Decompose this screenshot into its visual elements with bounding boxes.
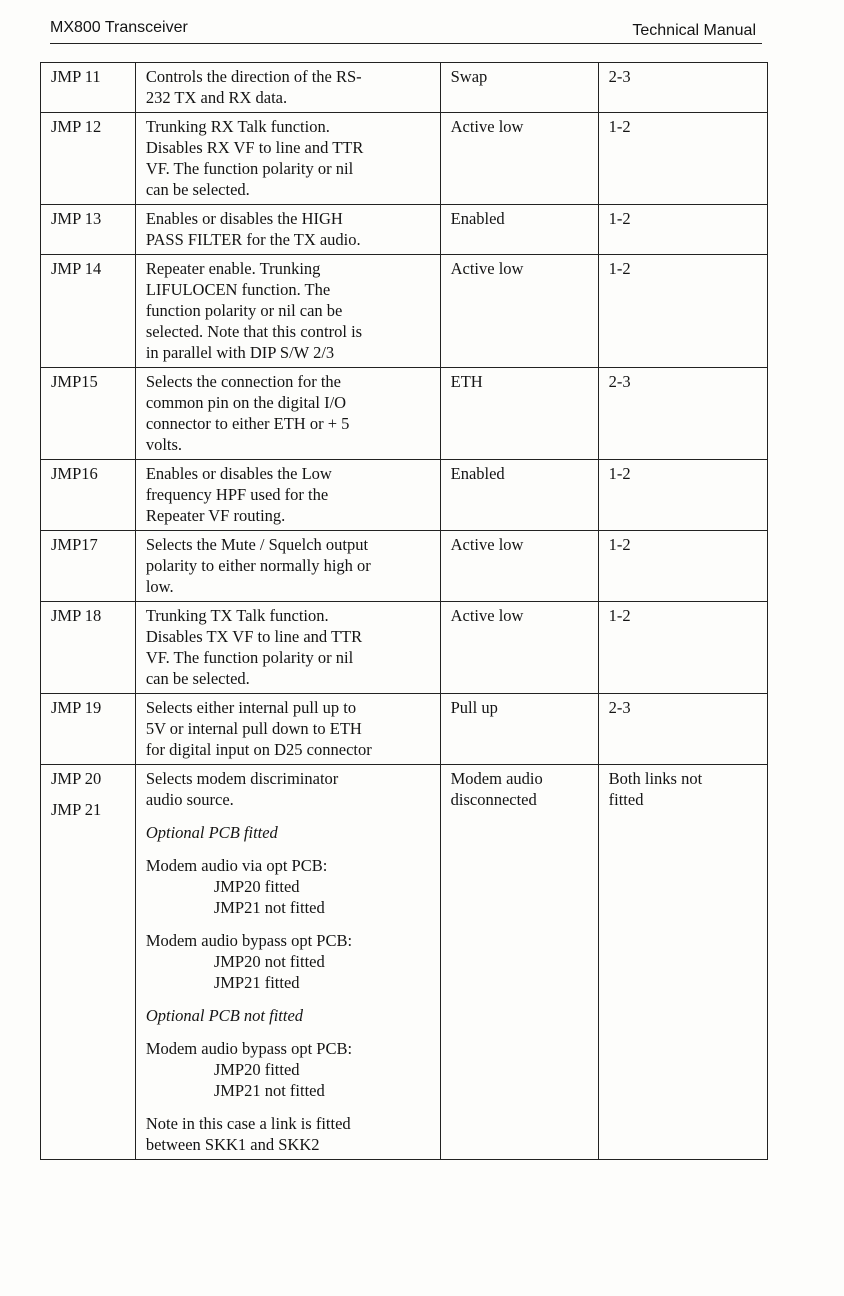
default-function-value: Active low — [450, 117, 524, 136]
default-function-line: Modem audio — [450, 769, 543, 788]
description-line: Enables or disables the HIGH — [145, 209, 343, 228]
jumper-cell — [41, 368, 136, 460]
bypass2-line: JMP21 not fitted — [213, 1081, 325, 1100]
default-function-cell — [440, 602, 598, 694]
default-function-cell — [440, 531, 598, 602]
default-function-cell — [440, 205, 598, 255]
description-cell — [135, 205, 440, 255]
description-line: volts. — [145, 435, 183, 454]
description-line: 5V or internal pull down to ETH — [145, 719, 362, 738]
description-line: 232 TX and RX data. — [145, 88, 288, 107]
link-position-value: 1-2 — [608, 606, 631, 625]
jumper-cell — [41, 63, 136, 113]
description-cell — [135, 113, 440, 205]
position-cell — [598, 368, 767, 460]
position-cell — [598, 531, 767, 602]
jumper-cell — [41, 205, 136, 255]
jumper-label: JMP 21 — [51, 800, 102, 819]
optional-fitted-heading: Optional PCB fitted — [145, 823, 278, 842]
default-function-cell — [440, 255, 598, 368]
description-cell — [135, 765, 440, 1160]
jumper-label: JMP 14 — [51, 259, 102, 278]
bypass2-label: Modem audio bypass opt PCB: — [145, 1039, 353, 1058]
description-cell — [135, 460, 440, 531]
description-line: selected. Note that this control is — [145, 322, 363, 341]
jumper-label: JMP17 — [51, 535, 98, 554]
table-row-jmp20-21 — [41, 765, 768, 1160]
position-cell — [598, 63, 767, 113]
description-line: VF. The function polarity or nil — [145, 648, 354, 667]
default-function-cell — [440, 63, 598, 113]
description-line: Repeater enable. Trunking — [145, 259, 321, 278]
via-line: JMP20 fitted — [213, 877, 300, 896]
default-function-cell — [440, 460, 598, 531]
position-line: fitted — [608, 790, 644, 809]
page-header — [50, 16, 762, 44]
jumper-label: JMP 11 — [51, 67, 101, 86]
table-row — [41, 113, 768, 205]
jumper-cell — [41, 113, 136, 205]
jumper-cell — [41, 460, 136, 531]
table-row — [41, 694, 768, 765]
via-line: JMP21 not fitted — [213, 898, 325, 917]
description-cell — [135, 255, 440, 368]
description-cell — [135, 694, 440, 765]
position-cell — [598, 113, 767, 205]
jumper-label: JMP16 — [51, 464, 98, 483]
link-position-value: 1-2 — [608, 535, 631, 554]
table-row — [41, 460, 768, 531]
table-row — [41, 531, 768, 602]
description-line: Enables or disables the Low — [145, 464, 332, 483]
bypass-line: JMP21 fitted — [213, 973, 300, 992]
default-function-value: Active low — [450, 259, 524, 278]
description-line: Disables TX VF to line and TTR — [145, 627, 363, 646]
position-cell — [598, 255, 767, 368]
description-cell — [135, 531, 440, 602]
description-line: Selects the connection for the — [145, 372, 341, 391]
default-function-value: Swap — [450, 67, 488, 86]
description-line: Selects either internal pull up to — [145, 698, 357, 717]
position-cell — [598, 460, 767, 531]
description-line: for digital input on D25 connector — [145, 740, 372, 759]
position-cell — [598, 205, 767, 255]
note-line: between SKK1 and SKK2 — [145, 1135, 320, 1154]
link-position-value: 1-2 — [608, 117, 631, 136]
description-cell — [135, 368, 440, 460]
description-line: Repeater VF routing. — [145, 506, 286, 525]
description-line: VF. The function polarity or nil — [145, 159, 354, 178]
default-function-cell — [440, 694, 598, 765]
link-position-value: 1-2 — [608, 259, 631, 278]
link-position-value: 2-3 — [608, 698, 631, 717]
default-function-value: Enabled — [450, 209, 505, 228]
description-line: Trunking RX Talk function. — [145, 117, 330, 136]
description-line: can be selected. — [145, 669, 250, 688]
description-line: polarity to either normally high or — [145, 556, 371, 575]
jumper-table — [40, 62, 768, 1160]
table-row — [41, 602, 768, 694]
jumper-label: JMP 13 — [51, 209, 102, 228]
description-line: can be selected. — [145, 180, 250, 199]
bypass-label: Modem audio bypass opt PCB: — [145, 931, 353, 950]
description-line: Disables RX VF to line and TTR — [145, 138, 364, 157]
position-cell — [598, 694, 767, 765]
intro-line: Selects modem discriminator — [145, 769, 339, 788]
bypass-line: JMP20 not fitted — [213, 952, 325, 971]
jumper-cell — [41, 602, 136, 694]
description-line: Controls the direction of the RS- — [145, 67, 362, 86]
table-row — [41, 368, 768, 460]
position-line: Both links not — [608, 769, 703, 788]
description-line: LIFULOCEN function. The — [145, 280, 331, 299]
header-title: MX800 Transceiver — [50, 19, 188, 36]
default-function-line: disconnected — [450, 790, 537, 809]
link-position-value: 2-3 — [608, 67, 631, 86]
optional-not-fitted-heading: Optional PCB not fitted — [145, 1006, 304, 1025]
default-function-cell — [440, 765, 598, 1160]
header-subtitle: Technical Manual — [632, 22, 756, 39]
description-line: in parallel with DIP S/W 2/3 — [145, 343, 335, 362]
table-row — [41, 255, 768, 368]
jumper-cell — [41, 765, 136, 1160]
description-line: function polarity or nil can be — [145, 301, 343, 320]
bypass2-line: JMP20 fitted — [213, 1060, 300, 1079]
jumper-label: JMP 18 — [51, 606, 102, 625]
table-row — [41, 205, 768, 255]
default-function-cell — [440, 368, 598, 460]
link-position-value: 1-2 — [608, 209, 631, 228]
description-line: Trunking TX Talk function. — [145, 606, 329, 625]
jumper-label: JMP 20 — [51, 769, 102, 788]
default-function-value: ETH — [450, 372, 483, 391]
description-cell — [135, 602, 440, 694]
description-line: Selects the Mute / Squelch output — [145, 535, 369, 554]
description-line: common pin on the digital I/O — [145, 393, 347, 412]
link-position-value: 1-2 — [608, 464, 631, 483]
note-line: Note in this case a link is fitted — [145, 1114, 351, 1133]
link-position-value: 2-3 — [608, 372, 631, 391]
default-function-cell — [440, 113, 598, 205]
default-function-value: Pull up — [450, 698, 498, 717]
default-function-value: Active low — [450, 535, 524, 554]
table-row — [41, 63, 768, 113]
via-label: Modem audio via opt PCB: — [145, 856, 328, 875]
description-line: low. — [145, 577, 174, 596]
jumper-cell — [41, 531, 136, 602]
jumper-cell — [41, 694, 136, 765]
jumper-cell — [41, 255, 136, 368]
intro-line: audio source. — [145, 790, 234, 809]
description-line: connector to either ETH or + 5 — [145, 414, 350, 433]
default-function-value: Enabled — [450, 464, 505, 483]
description-line: PASS FILTER for the TX audio. — [145, 230, 361, 249]
description-line: frequency HPF used for the — [145, 485, 329, 504]
description-cell — [135, 63, 440, 113]
jumper-label: JMP15 — [51, 372, 98, 391]
default-function-value: Active low — [450, 606, 524, 625]
jumper-label: JMP 12 — [51, 117, 102, 136]
position-cell — [598, 602, 767, 694]
position-cell — [598, 765, 767, 1160]
jumper-label: JMP 19 — [51, 698, 102, 717]
